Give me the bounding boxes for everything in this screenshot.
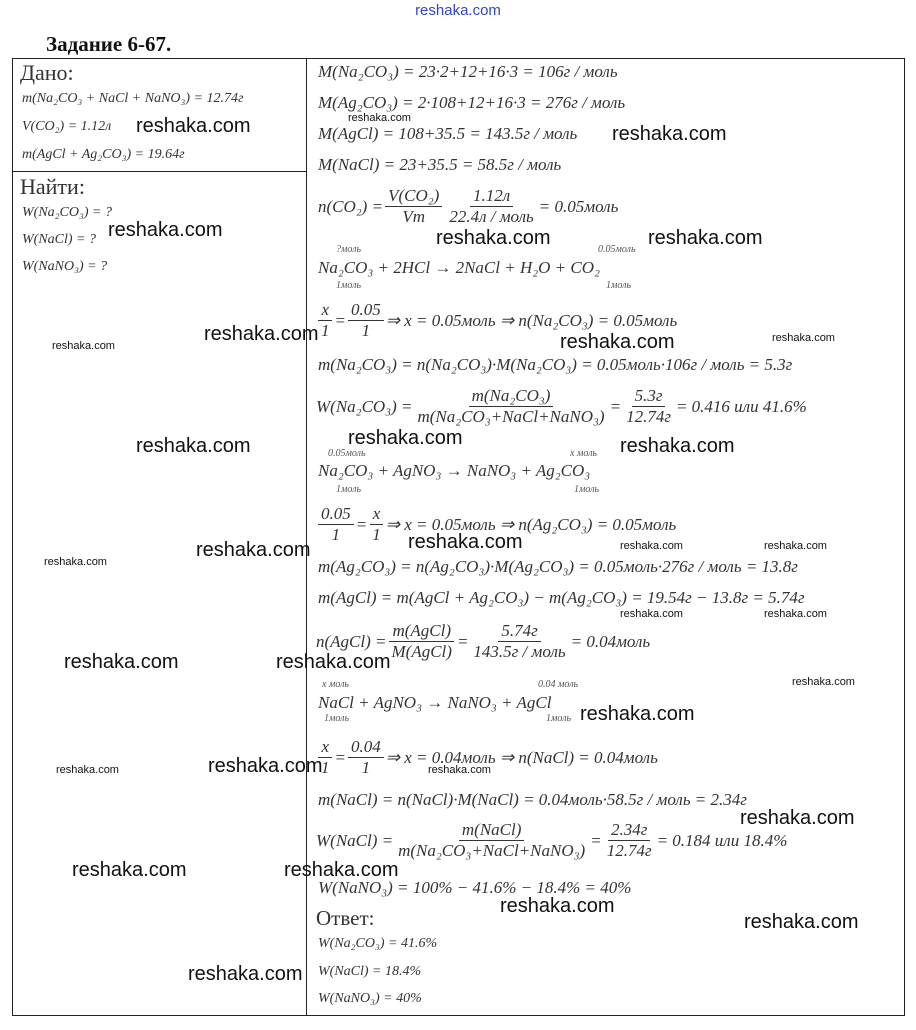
task-title: Задание 6-67. [46, 32, 172, 56]
watermark-small: reshaka.com [792, 676, 855, 688]
watermark-small: reshaka.com [52, 340, 115, 352]
rhs: ⇒ x = 0.05моль ⇒ n(Na₂CO₃) = 0.05моль [385, 310, 678, 330]
given-divider [12, 171, 306, 172]
watermark-small: reshaka.com [56, 764, 119, 776]
rhs: ⇒ x = 0.04моль ⇒ n(NaCl) = 0.04моль [385, 747, 658, 767]
denominator: 1 [321, 321, 330, 340]
denominator: 12.74г [606, 841, 652, 860]
fraction [395, 820, 588, 861]
watermark: reshaka.com [208, 755, 323, 777]
watermark-small: reshaka.com [348, 112, 411, 124]
numerator: m(Na₂CO₃) [469, 386, 554, 407]
reaction-annotation: 0.05моль [598, 244, 636, 255]
numerator: x [318, 737, 332, 758]
fraction [348, 737, 384, 778]
watermark: reshaka.com [612, 123, 727, 145]
numerator: 1.12л [470, 186, 513, 207]
lhs: n(CO₂) = [318, 196, 384, 216]
watermark: reshaka.com [196, 539, 311, 561]
fraction [369, 504, 384, 545]
reaction-2: Na₂CO₃ + AgNO₃ → NaNO₃ + Ag₂CO₃ [318, 461, 591, 480]
reaction-annotation: 0.04 моль [538, 679, 579, 690]
equals: = [355, 514, 368, 534]
watermark: reshaka.com [284, 859, 399, 881]
watermark-small: reshaka.com [44, 556, 107, 568]
given-item: m(AgCl + Ag₂CO₃) = 19.64г [22, 147, 185, 162]
reaction-annotation: 1моль [324, 713, 350, 724]
watermark: reshaka.com [580, 703, 695, 725]
given-item: V(CO₂) = 1.12л [22, 119, 112, 134]
watermark: reshaka.com [500, 895, 615, 917]
watermark: reshaka.com [136, 115, 251, 137]
mass-na2co3: m(Na₂CO₃) = n(Na₂CO₃)·M(Na₂CO₃) = 0.05моль·106г / моль = 5.3г [318, 355, 793, 374]
reaction-3: NaCl + AgNO₃ → NaNO₃ + AgCl [318, 693, 552, 712]
numerator: 0.04 [348, 737, 384, 758]
mass-agcl: m(AgCl) = m(AgCl + Ag₂CO₃) − m(Ag₂CO₃) = 19.54г − 13.8г = 5.74г [318, 588, 805, 607]
fraction [385, 186, 442, 227]
watermark: reshaka.com [436, 227, 551, 249]
w-na2co3-formula: W(Na₂CO₃) = $\frac{\text{m(Na₂CO₃)}}{\text{m(Na₂CO₃+NaCl+NaNO₃)}}$ = $\frac{5.3г}{12.74г}$ = 0.416 или 41.6% [316, 386, 807, 426]
watermark: reshaka.com [276, 651, 391, 673]
fraction [604, 820, 655, 861]
mass-nacl: m(NaCl) = n(NaCl)·M(NaCl) = 0.04моль·58.5г / моль = 2.34г [318, 790, 747, 809]
rhs: = 0.184 или 18.4% [656, 830, 788, 850]
rhs: = 0.04моль [570, 631, 651, 651]
watermark: reshaka.com [744, 911, 859, 933]
reaction-annotation: 1моль [574, 484, 600, 495]
reaction-annotation: x моль [570, 448, 597, 459]
fraction [318, 504, 354, 545]
find-item: W(NaNO₃) = ? [22, 259, 108, 274]
site-header-link[interactable]: reshaka.com [415, 2, 501, 19]
denominator: m(Na₂CO₃+NaCl+NaNO₃) [398, 841, 586, 860]
answer-item: W(Na₂CO₃) = 41.6% [318, 936, 438, 951]
watermark: reshaka.com [188, 963, 303, 985]
find-item: W(Na₂CO₃) = ? [22, 205, 112, 220]
reaction-annotation: 1моль [546, 713, 572, 724]
rhs: ⇒ x = 0.05моль ⇒ n(Ag₂CO₃) = 0.05моль [385, 514, 677, 534]
numerator: 5.74г [498, 621, 540, 642]
fraction [318, 300, 333, 341]
reaction-annotation: 1моль [336, 280, 362, 291]
answer-item: W(NaNO₃) = 40% [318, 991, 422, 1006]
denominator: 1 [361, 321, 371, 340]
mass-ag2co3: m(Ag₂CO₃) = n(Ag₂CO₃)·M(Ag₂CO₃) = 0.05моль·276г / моль = 13.8г [318, 557, 798, 576]
molar-mass-line: M(AgCl) = 108+35.5 = 143.5г / моль [318, 124, 578, 143]
watermark: reshaka.com [64, 651, 179, 673]
denominator: 12.74г [626, 407, 671, 426]
fraction [446, 186, 536, 227]
reaction-annotation: 1моль [336, 484, 362, 495]
watermark: reshaka.com [204, 323, 319, 345]
reaction-annotation: ?моль [336, 244, 362, 255]
watermark: reshaka.com [740, 807, 855, 829]
watermark-small: reshaka.com [764, 540, 827, 552]
numerator: 0.05 [348, 300, 384, 321]
molar-mass-line: M(NaCl) = 23+35.5 = 58.5г / моль [318, 155, 562, 174]
rhs: = 0.05моль [538, 196, 619, 216]
watermark: reshaka.com [560, 331, 675, 353]
lhs: W(Na₂CO₃) = [316, 396, 413, 416]
fraction [470, 621, 568, 662]
denominator: 1 [372, 525, 381, 544]
numerator: m(AgCl) [389, 621, 454, 642]
denominator: Vm [402, 207, 426, 226]
fraction [389, 621, 455, 662]
rhs: = 0.416 или 41.6% [675, 396, 807, 416]
molar-mass-line: M(Na₂CO₃) = 23·2+12+16·3 = 106г / моль [318, 62, 618, 81]
numerator: m(NaCl) [459, 820, 525, 841]
numerator: 2.34г [608, 820, 650, 841]
numerator: x [318, 300, 332, 321]
watermark: reshaka.com [136, 435, 251, 457]
denominator: 1 [361, 758, 371, 777]
watermark: reshaka.com [108, 219, 223, 241]
numerator: x [370, 504, 384, 525]
watermark: reshaka.com [72, 859, 187, 881]
n-co2-formula [318, 186, 618, 227]
equals: = [456, 631, 469, 651]
numerator: 5.3г [632, 386, 666, 407]
equals: = [590, 830, 602, 850]
numerator: V(CO₂) [385, 186, 442, 207]
watermark-small: reshaka.com [620, 540, 683, 552]
molar-mass-line: M(Ag₂CO₃) = 2·108+12+16·3 = 276г / моль [318, 93, 626, 112]
lhs: W(NaCl) = [316, 830, 394, 850]
watermark: reshaka.com [648, 227, 763, 249]
w-nacl-formula [316, 820, 787, 861]
reaction-annotation: x моль [322, 679, 349, 690]
fraction [348, 300, 384, 341]
given-item: m(Na₂CO₃ + NaCl + NaNO₃) = 12.74г [22, 91, 244, 106]
fraction [623, 386, 674, 427]
answer-label: Ответ: [316, 906, 375, 930]
reaction-annotation: 1моль [606, 280, 632, 291]
fraction [414, 386, 607, 427]
answer-item: W(NaCl) = 18.4% [318, 964, 422, 979]
lhs: n(AgCl) = [316, 631, 387, 651]
denominator: M(AgCl) [391, 642, 452, 661]
find-label: Найти: [20, 174, 85, 199]
watermark-small: reshaka.com [428, 764, 491, 776]
denominator: 1 [321, 758, 330, 777]
reaction-1: Na₂CO₃ + 2HCl → 2NaCl + H₂O + CO₂ [318, 258, 600, 277]
denominator: 143.5г / моль [473, 642, 566, 661]
watermark-small: reshaka.com [620, 608, 683, 620]
numerator: 0.05 [318, 504, 354, 525]
watermark-small: reshaka.com [764, 608, 827, 620]
denominator: 22.4л / моль [449, 207, 534, 226]
watermark: reshaka.com [620, 435, 735, 457]
find-item: W(NaCl) = ? [22, 232, 96, 247]
equals: = [334, 747, 346, 767]
equals: = [334, 310, 346, 330]
watermark: reshaka.com [348, 427, 463, 449]
watermark-small: reshaka.com [772, 332, 835, 344]
watermark: reshaka.com [408, 531, 523, 553]
denominator: 1 [331, 525, 341, 544]
reaction-annotation: 0.05моль [328, 448, 366, 459]
denominator: m(Na₂CO₃+NaCl+NaNO₃) [417, 407, 605, 426]
w-nano3: W(NaNO₃) = 100% − 41.6% − 18.4% = 40% [318, 878, 632, 897]
given-label: Дано: [20, 60, 74, 85]
